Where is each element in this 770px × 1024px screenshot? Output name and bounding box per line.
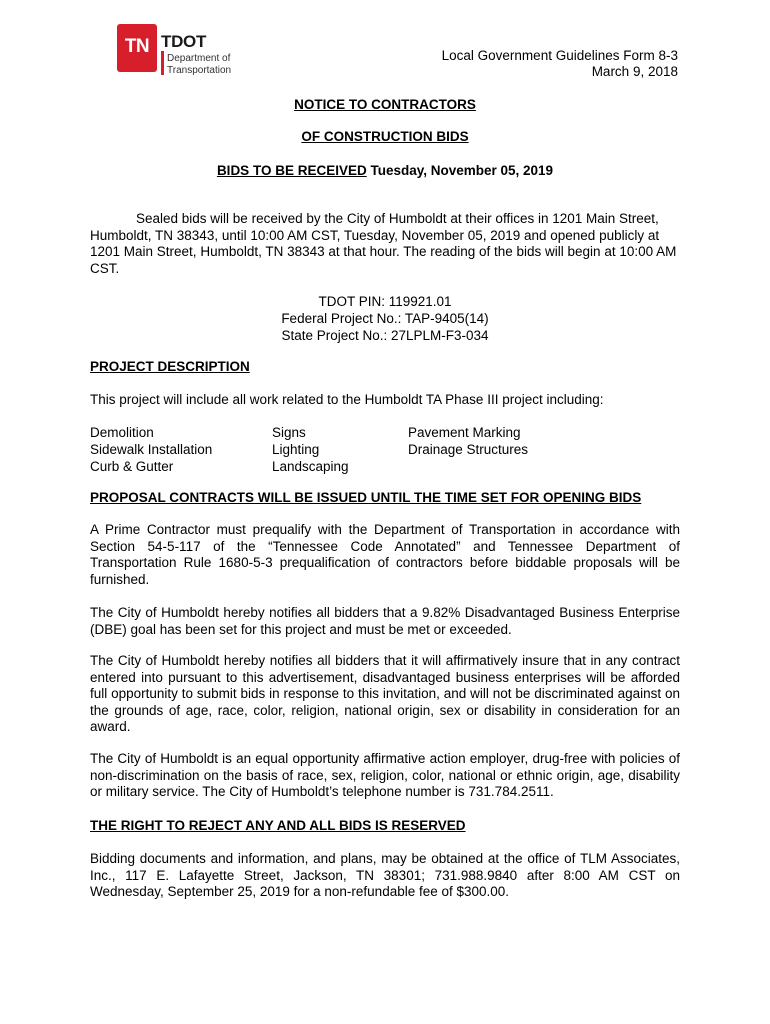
- heading-project-description: PROJECT DESCRIPTION: [90, 359, 250, 374]
- intro-paragraph: Sealed bids will be received by the City of Humboldt at their offices in 1201 Main Street, Humboldt, TN 38343, until 10:00 AM CST, Tuesday, November 05, 2019 and opened publicly at 1201 Main Street, Humboldt, TN 38343 at that hour. The reading of the bids will begin at 10:00 AM CST.: [90, 211, 677, 276]
- project-ids: [90, 293, 680, 344]
- logo-title: TDOT: [161, 32, 207, 51]
- equal-opportunity-paragraph: The City of Humboldt is an equal opportunity affirmative action employer, drug-free with policies of non-discrimination on the basis of race, sex, religion, color, national or ethnic origin, age, disability or military service. The City of Humboldt’s telephone number is 731.784.2511.: [90, 751, 680, 799]
- tn-badge: [117, 24, 157, 72]
- project-description-text: This project will include all work related to the Humboldt TA Phase III project including:: [90, 392, 604, 407]
- work-items-col-1: [90, 424, 212, 475]
- heading-proposal-contracts: PROPOSAL CONTRACTS WILL BE ISSUED UNTIL THE TIME SET FOR OPENING BIDS: [90, 490, 642, 505]
- list-item: Drainage Structures: [408, 442, 529, 457]
- list-item: Curb & Gutter: [90, 459, 174, 474]
- form-header: [442, 48, 678, 80]
- state-project-no: State Project No.: 27LPLM-F3-034: [281, 328, 489, 343]
- tn-badge-text: TN: [124, 36, 150, 57]
- list-item: Sidewalk Installation: [90, 442, 213, 457]
- bids-received-date: Tuesday, November 05, 2019: [366, 163, 554, 178]
- prequalify-paragraph: A Prime Contractor must prequalify with the Department of Transportation in accordance with Section 54-5-117 of the “Tennessee Code Annotated” and Tennessee Department of Transportation Rule 1680-5-3 prequalification of contractors before biddable proposals will be furnished.: [90, 522, 680, 587]
- work-items-col-3: [408, 424, 528, 458]
- list-item: Landscaping: [272, 459, 349, 474]
- logo-subtitle-2: Transportation: [167, 65, 232, 76]
- tdot-pin: TDOT PIN: 119921.01: [318, 294, 452, 309]
- list-item: Pavement Marking: [408, 425, 521, 440]
- bids-received-line: [90, 163, 680, 178]
- nondiscrimination-paragraph: The City of Humboldt hereby notifies all bidders that it will affirmatively insure that in any contract entered into pursuant to this advertisement, disadvantaged business enterprises will be afforded full opportunity to submit bids in response to this invitation, and will not be discriminated against on the grounds of age, race, color, religion, national origin, sex or disability in consideration for an award.: [90, 653, 680, 734]
- list-item: Lighting: [272, 442, 320, 457]
- federal-project-no: Federal Project No.: TAP-9405(14): [281, 311, 489, 326]
- bids-received-label: BIDS TO BE RECEIVED: [216, 163, 367, 178]
- form-date: March 9, 2018: [591, 64, 678, 79]
- logo-subtitle-1: Department of: [167, 53, 231, 64]
- work-items-col-2: [272, 424, 349, 475]
- title-notice: NOTICE TO CONTRACTORS: [294, 97, 476, 112]
- form-id: Local Government Guidelines Form 8-3: [441, 48, 678, 63]
- tdot-logo: [117, 24, 247, 76]
- title-construction-bids: OF CONSTRUCTION BIDS: [301, 129, 469, 144]
- logo-accent-rule: [161, 51, 164, 75]
- bidding-documents-paragraph: Bidding documents and information, and plans, may be obtained at the office of TLM Associates, Inc., 117 E. Lafayette Street, Jackson, TN 38301; 731.988.9840 after 8:00 AM CST on Wednesday, September 25, 2019 for a non-refundable fee of $300.00.: [90, 851, 680, 899]
- heading-right-to-reject: THE RIGHT TO REJECT ANY AND ALL BIDS IS RESERVED: [90, 818, 466, 833]
- list-item: Signs: [272, 425, 306, 440]
- list-item: Demolition: [90, 425, 154, 440]
- dbe-goal-paragraph: The City of Humboldt hereby notifies all bidders that a 9.82% Disadvantaged Business Enterprise (DBE) goal has been set for this project and must be met or exceeded.: [90, 605, 680, 637]
